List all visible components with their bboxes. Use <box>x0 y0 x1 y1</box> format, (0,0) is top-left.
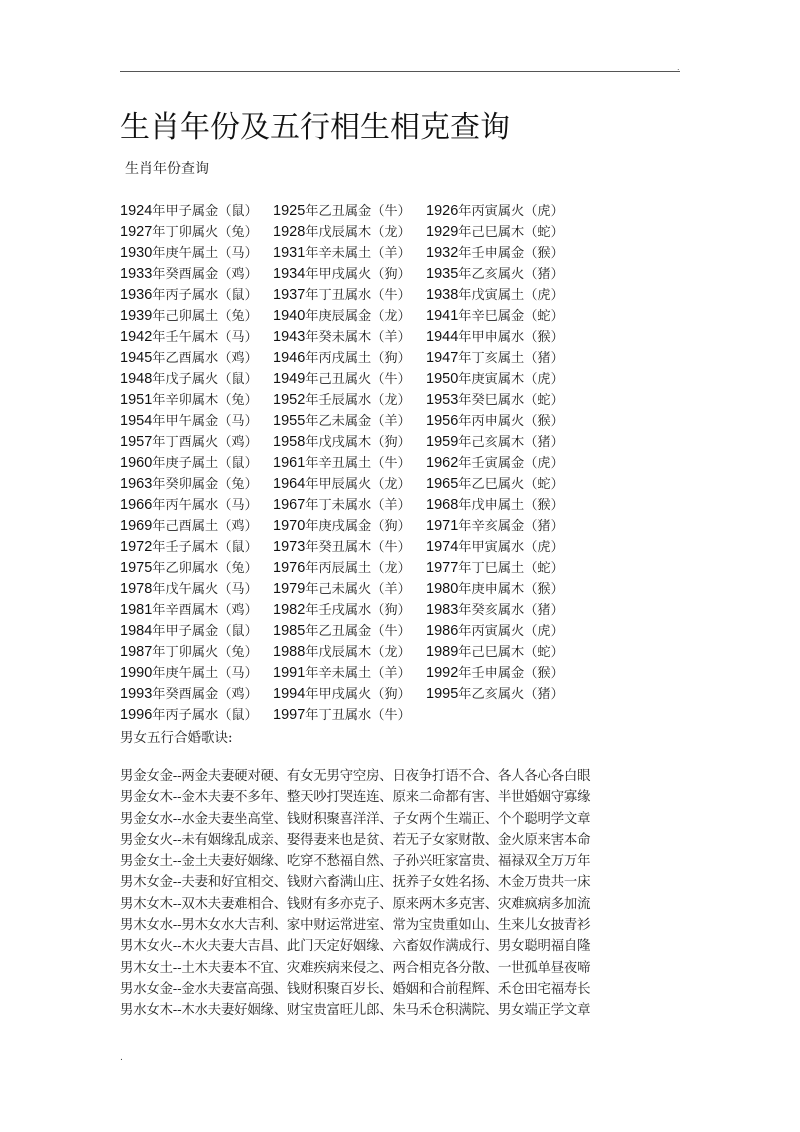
year-zodiac-element: 年丁酉属火（鸡） <box>152 435 258 450</box>
year-zodiac-element: 年甲戌属火（狗） <box>305 687 411 702</box>
year-number: 1969 <box>120 518 153 534</box>
year-number: 1934 <box>273 266 306 282</box>
year-zodiac-element: 年丁丑属水（牛） <box>305 708 411 723</box>
year-entry <box>426 558 579 579</box>
year-entry <box>273 243 426 264</box>
year-zodiac-element: 年辛巳属金（蛇） <box>458 309 564 324</box>
year-zodiac-element: 年丙午属水（马） <box>152 498 258 513</box>
year-zodiac-element: 年丁丑属水（牛） <box>305 288 411 303</box>
year-number: 1970 <box>273 518 306 534</box>
year-number: 1958 <box>273 434 306 450</box>
year-entry <box>426 684 579 705</box>
page-title: 生肖年份及五行相生相克查询 <box>120 110 510 145</box>
year-zodiac-element: 年己巳属木（蛇） <box>458 225 564 240</box>
year-zodiac-element: 年丙戌属土（狗） <box>305 351 411 366</box>
year-number: 1935 <box>426 266 459 282</box>
year-zodiac-element: 年壬辰属水（龙） <box>305 393 411 408</box>
year-number: 1983 <box>426 602 459 618</box>
header-rule <box>120 71 680 72</box>
year-number: 1982 <box>273 602 306 618</box>
year-number: 1979 <box>273 581 306 597</box>
year-entry <box>426 474 579 495</box>
year-zodiac-element: 年戊辰属木（龙） <box>305 225 411 240</box>
year-zodiac-element: 年壬午属木（马） <box>152 330 258 345</box>
year-number: 1946 <box>273 350 306 366</box>
year-zodiac-element: 年丙子属水（鼠） <box>152 288 258 303</box>
year-zodiac-element: 年庚午属土（马） <box>152 246 258 261</box>
year-number: 1962 <box>426 455 459 471</box>
zodiac-year-table <box>120 201 579 726</box>
year-entry <box>426 621 579 642</box>
year-zodiac-element: 年戊子属火（鼠） <box>152 372 258 387</box>
year-entry <box>120 474 273 495</box>
year-row <box>120 558 579 579</box>
year-row <box>120 537 579 558</box>
year-number: 1980 <box>426 581 459 597</box>
year-number: 1928 <box>273 224 306 240</box>
year-row <box>120 264 579 285</box>
year-entry <box>120 201 273 222</box>
year-entry <box>120 390 273 411</box>
year-zodiac-element: 年癸未属木（羊） <box>305 330 411 345</box>
year-entry <box>426 222 579 243</box>
year-entry <box>273 411 426 432</box>
year-zodiac-element: 年庚午属土（马） <box>152 666 258 681</box>
year-number: 1930 <box>120 245 153 261</box>
year-number: 1977 <box>426 560 459 576</box>
year-number: 1941 <box>426 308 459 324</box>
poem-heading: 男女五行合婚歌诀: <box>120 730 233 746</box>
year-zodiac-element: 年辛丑属土（牛） <box>305 456 411 471</box>
year-entry <box>426 348 579 369</box>
year-entry <box>120 516 273 537</box>
year-zodiac-element: 年辛未属土（羊） <box>305 666 411 681</box>
year-entry <box>120 453 273 474</box>
year-number: 1992 <box>426 665 459 681</box>
year-entry <box>273 642 426 663</box>
year-zodiac-element: 年丙辰属土（龙） <box>305 561 411 576</box>
year-zodiac-element: 年壬申属金（猴） <box>458 666 564 681</box>
year-number: 1976 <box>273 560 306 576</box>
year-zodiac-element: 年癸酉属金（鸡） <box>152 687 258 702</box>
year-zodiac-element: 年己丑属火（牛） <box>305 372 411 387</box>
year-row <box>120 684 579 705</box>
year-entry <box>273 558 426 579</box>
year-entry <box>426 432 579 453</box>
year-number: 1965 <box>426 476 459 492</box>
year-zodiac-element: 年壬戌属水（狗） <box>305 603 411 618</box>
year-entry <box>273 705 426 726</box>
year-entry <box>273 453 426 474</box>
year-number: 1933 <box>120 266 153 282</box>
year-entry <box>426 369 579 390</box>
year-entry <box>120 579 273 600</box>
year-entry <box>120 495 273 516</box>
year-zodiac-element: 年辛亥属金（猪） <box>458 519 564 534</box>
year-entry <box>120 264 273 285</box>
year-number: 1959 <box>426 434 459 450</box>
year-zodiac-element: 年庚戌属金（狗） <box>305 519 411 534</box>
year-zodiac-element: 年甲子属金（鼠） <box>152 624 258 639</box>
year-entry <box>426 495 579 516</box>
year-row <box>120 663 579 684</box>
year-zodiac-element: 年己未属火（羊） <box>305 582 411 597</box>
year-number: 1963 <box>120 476 153 492</box>
year-number: 1989 <box>426 644 459 660</box>
year-row <box>120 621 579 642</box>
year-zodiac-element: 年丁巳属土（蛇） <box>458 561 564 576</box>
year-entry <box>120 243 273 264</box>
year-zodiac-element: 年乙丑属金（牛） <box>305 204 411 219</box>
year-zodiac-element: 年戊寅属土（虎） <box>458 288 564 303</box>
year-number: 1991 <box>273 665 306 681</box>
year-number: 1993 <box>120 686 153 702</box>
poem-line: 男金女木--金木夫妻不多年、整天吵打哭连连、原来二命都有害、半世婚姻守寡缘 <box>120 790 591 806</box>
poem-line: 男金女水--水金夫妻坐高堂、钱财积聚喜洋洋、子女两个生端正、个个聪明学文章 <box>120 811 591 827</box>
year-zodiac-element: 年癸酉属金（鸡） <box>152 267 258 282</box>
section-subtitle: 生肖年份查询 <box>125 161 209 177</box>
year-number: 1956 <box>426 413 459 429</box>
year-number: 1950 <box>426 371 459 387</box>
year-zodiac-element: 年戊辰属木（龙） <box>305 645 411 660</box>
year-number: 1978 <box>120 581 153 597</box>
year-zodiac-element: 年乙酉属水（鸡） <box>152 351 258 366</box>
year-number: 1931 <box>273 245 306 261</box>
year-zodiac-element: 年乙丑属金（牛） <box>305 624 411 639</box>
footer-dot: . <box>120 1053 123 1063</box>
poem-line: 男水女木--木水夫妻好姻缘、财宝贵富旺儿郎、朱马禾仓积满院、男女端正学文章 <box>120 1003 591 1019</box>
year-zodiac-element: 年己卯属土（兔） <box>152 309 258 324</box>
year-entry <box>120 222 273 243</box>
year-number: 1981 <box>120 602 153 618</box>
year-entry <box>426 306 579 327</box>
year-zodiac-element: 年丙申属火（猴） <box>458 414 564 429</box>
year-entry <box>273 348 426 369</box>
year-zodiac-element: 年己巳属木（蛇） <box>458 645 564 660</box>
year-number: 1968 <box>426 497 459 513</box>
year-zodiac-element: 年庚申属木（猴） <box>458 582 564 597</box>
year-entry <box>273 474 426 495</box>
year-number: 1973 <box>273 539 306 555</box>
year-number: 1994 <box>273 686 306 702</box>
year-number: 1961 <box>273 455 306 471</box>
year-entry <box>273 495 426 516</box>
year-number: 1957 <box>120 434 153 450</box>
year-row <box>120 306 579 327</box>
year-zodiac-element: 年庚子属土（鼠） <box>152 456 258 471</box>
year-number: 1995 <box>426 686 459 702</box>
year-number: 1985 <box>273 623 306 639</box>
year-number: 1953 <box>426 392 459 408</box>
year-zodiac-element: 年丁未属水（羊） <box>305 498 411 513</box>
marriage-poem <box>120 766 590 1022</box>
year-entry <box>273 369 426 390</box>
year-entry <box>120 600 273 621</box>
year-zodiac-element: 年丁卯属火（兔） <box>152 645 258 660</box>
year-entry <box>426 453 579 474</box>
year-entry <box>426 516 579 537</box>
year-entry <box>273 621 426 642</box>
year-entry <box>120 558 273 579</box>
year-entry <box>426 285 579 306</box>
year-entry <box>426 390 579 411</box>
poem-line: 男木女金--夫妻和好宜相交、钱财六畜满山庄、抚养子女姓名扬、木金万贵共一床 <box>120 875 591 891</box>
year-entry <box>426 411 579 432</box>
year-number: 1938 <box>426 287 459 303</box>
year-number: 1927 <box>120 224 153 240</box>
year-zodiac-element: 年丙寅属火（虎） <box>458 204 564 219</box>
year-row <box>120 369 579 390</box>
header-dot: . <box>677 63 680 72</box>
year-row <box>120 495 579 516</box>
year-number: 1990 <box>120 665 153 681</box>
year-number: 1937 <box>273 287 306 303</box>
year-entry <box>120 285 273 306</box>
year-zodiac-element: 年己亥属木（猪） <box>458 435 564 450</box>
poem-line: 男金女金--两金夫妻硬对硬、有女无男守空房、日夜争打语不合、各人各心各白眼 <box>120 769 591 784</box>
year-number: 1972 <box>120 539 153 555</box>
year-number: 1949 <box>273 371 306 387</box>
year-row <box>120 474 579 495</box>
year-number: 1986 <box>426 623 459 639</box>
year-zodiac-element: 年癸巳属水（蛇） <box>458 393 564 408</box>
year-zodiac-element: 年丙寅属火（虎） <box>458 624 564 639</box>
year-entry <box>120 348 273 369</box>
year-number: 1932 <box>426 245 459 261</box>
year-zodiac-element: 年甲寅属水（虎） <box>458 540 564 555</box>
year-number: 1967 <box>273 497 306 513</box>
year-entry <box>273 390 426 411</box>
year-zodiac-element: 年甲午属金（马） <box>152 414 258 429</box>
year-entry <box>426 600 579 621</box>
year-zodiac-element: 年戊申属土（猴） <box>458 498 564 513</box>
year-entry <box>273 684 426 705</box>
year-row <box>120 285 579 306</box>
year-entry <box>120 327 273 348</box>
year-zodiac-element: 年乙卯属水（兔） <box>152 561 258 576</box>
poem-line: 男木女水--男木女水大吉利、家中财运常进室、常为宝贵重如山、生来儿女披青衫 <box>120 918 591 934</box>
year-number: 1971 <box>426 518 459 534</box>
year-zodiac-element: 年辛卯属木（兔） <box>152 393 258 408</box>
year-zodiac-element: 年乙未属金（羊） <box>305 414 411 429</box>
year-zodiac-element: 年癸卯属金（兔） <box>152 477 258 492</box>
year-row <box>120 348 579 369</box>
year-entry <box>120 621 273 642</box>
year-zodiac-element: 年丙子属水（鼠） <box>152 708 258 723</box>
year-entry <box>120 411 273 432</box>
year-entry <box>273 537 426 558</box>
year-number: 1954 <box>120 413 153 429</box>
year-zodiac-element: 年辛酉属木（鸡） <box>152 603 258 618</box>
year-zodiac-element: 年庚寅属木（虎） <box>458 372 564 387</box>
year-number: 1925 <box>273 203 306 219</box>
year-entry <box>426 579 579 600</box>
year-zodiac-element: 年壬申属金（猴） <box>458 246 564 261</box>
year-entry <box>426 663 579 684</box>
year-number: 1975 <box>120 560 153 576</box>
year-row <box>120 327 579 348</box>
year-zodiac-element: 年乙巳属火（蛇） <box>458 477 564 492</box>
year-entry <box>273 600 426 621</box>
year-entry <box>426 201 579 222</box>
year-number: 1929 <box>426 224 459 240</box>
year-number: 1960 <box>120 455 153 471</box>
year-row <box>120 411 579 432</box>
year-zodiac-element: 年丁卯属火（兔） <box>152 225 258 240</box>
poem-line: 男木女火--木火夫妻大吉昌、此门天定好姻缘、六畜奴作满成行、男女聪明福自隆 <box>120 939 591 955</box>
year-number: 1947 <box>426 350 459 366</box>
year-entry <box>273 516 426 537</box>
poem-line: 男木女木--双木夫妻难相合、钱财有多亦克子、原来两木多克害、灾难疯病多加流 <box>120 896 591 912</box>
year-row <box>120 222 579 243</box>
year-zodiac-element: 年庚辰属金（龙） <box>305 309 411 324</box>
year-number: 1964 <box>273 476 306 492</box>
year-row <box>120 579 579 600</box>
year-entry <box>120 684 273 705</box>
year-zodiac-element: 年壬子属木（鼠） <box>152 540 258 555</box>
year-zodiac-element: 年乙亥属火（猪） <box>458 267 564 282</box>
year-number: 1966 <box>120 497 153 513</box>
year-entry <box>273 432 426 453</box>
year-entry <box>120 369 273 390</box>
year-zodiac-element: 年壬寅属金（虎） <box>458 456 564 471</box>
year-number: 1939 <box>120 308 153 324</box>
year-entry <box>120 432 273 453</box>
year-zodiac-element: 年甲子属金（鼠） <box>152 204 258 219</box>
year-zodiac-element: 年癸丑属木（牛） <box>305 540 411 555</box>
poem-line: 男金女火--未有姻缘乱成亲、娶得妻来也是贫、若无子女家财散、金火原来害本命 <box>120 832 591 848</box>
year-number: 1948 <box>120 371 153 387</box>
year-number: 1942 <box>120 329 153 345</box>
year-row <box>120 516 579 537</box>
year-number: 1987 <box>120 644 153 660</box>
year-entry <box>426 327 579 348</box>
year-entry <box>273 222 426 243</box>
year-number: 1936 <box>120 287 153 303</box>
year-entry <box>273 201 426 222</box>
year-row <box>120 243 579 264</box>
year-entry <box>426 243 579 264</box>
year-entry <box>426 537 579 558</box>
year-zodiac-element: 年乙亥属火（猪） <box>458 687 564 702</box>
poem-line: 男水女金--金水夫妻富高强、钱财积聚百岁长、婚姻和合前程辉、禾仓田宅福寿长 <box>120 981 591 997</box>
year-zodiac-element: 年甲申属水（猴） <box>458 330 564 345</box>
year-row <box>120 390 579 411</box>
year-row <box>120 600 579 621</box>
year-number: 1984 <box>120 623 153 639</box>
year-number: 1988 <box>273 644 306 660</box>
year-entry <box>273 306 426 327</box>
year-number: 1924 <box>120 203 153 219</box>
year-number: 1940 <box>273 308 306 324</box>
year-zodiac-element: 年甲辰属火（龙） <box>305 477 411 492</box>
year-entry <box>426 642 579 663</box>
year-row <box>120 453 579 474</box>
year-entry <box>273 579 426 600</box>
year-number: 1955 <box>273 413 306 429</box>
year-entry <box>273 327 426 348</box>
year-entry <box>120 705 273 726</box>
year-zodiac-element: 年戊午属火（马） <box>152 582 258 597</box>
year-zodiac-element: 年戊戌属木（狗） <box>305 435 411 450</box>
year-number: 1974 <box>426 539 459 555</box>
year-entry <box>273 663 426 684</box>
year-entry <box>120 537 273 558</box>
year-number: 1944 <box>426 329 459 345</box>
year-number: 1997 <box>273 707 306 723</box>
poem-line: 男木女土--土木夫妻本不宜、灾难疾病来侵之、两合相克各分散、一世孤单昼夜啼 <box>120 960 591 976</box>
year-zodiac-element: 年辛未属土（羊） <box>305 246 411 261</box>
year-entry <box>120 306 273 327</box>
year-zodiac-element: 年甲戌属火（狗） <box>305 267 411 282</box>
year-row <box>120 705 579 726</box>
poem-line: 男金女土--金土夫妻好姻缘、吃穿不愁福自然、子孙兴旺家富贵、福禄双全万万年 <box>120 854 591 870</box>
year-number: 1996 <box>120 707 153 723</box>
year-number: 1926 <box>426 203 459 219</box>
year-entry <box>426 264 579 285</box>
year-number: 1945 <box>120 350 153 366</box>
year-row <box>120 432 579 453</box>
year-entry <box>120 663 273 684</box>
year-entry <box>273 285 426 306</box>
year-zodiac-element: 年己酉属土（鸡） <box>152 519 258 534</box>
year-zodiac-element: 年癸亥属水（猪） <box>458 603 564 618</box>
year-zodiac-element: 年丁亥属土（猪） <box>458 351 564 366</box>
year-entry <box>273 264 426 285</box>
year-number: 1952 <box>273 392 306 408</box>
year-row <box>120 642 579 663</box>
year-row <box>120 201 579 222</box>
year-entry <box>120 642 273 663</box>
year-number: 1943 <box>273 329 306 345</box>
year-number: 1951 <box>120 392 153 408</box>
